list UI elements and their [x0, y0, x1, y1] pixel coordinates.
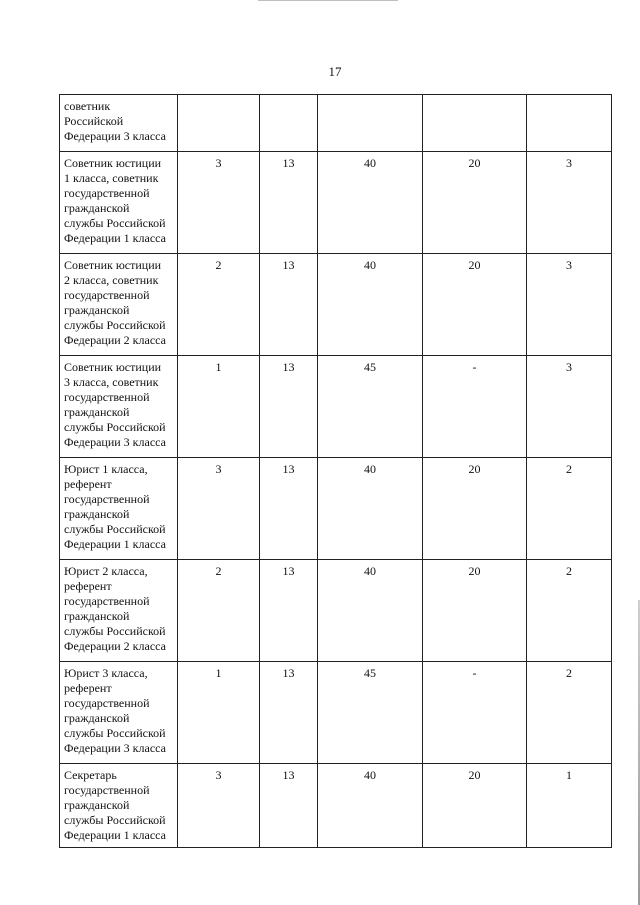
position-title-line: службы Российской: [64, 624, 166, 638]
value-cell-col4: 40: [318, 764, 423, 848]
table-row: [60, 356, 612, 458]
value-cell-col6: [527, 95, 612, 152]
position-title-line: службы Российской: [64, 420, 166, 434]
value-cell-col2: 3: [178, 764, 260, 848]
position-title-line: Советник юстиции: [64, 258, 162, 272]
table-row: [60, 662, 612, 764]
position-title-line: Юрист 3 класса,: [64, 666, 148, 680]
value-cell-col2: 3: [178, 152, 260, 254]
position-title-line: государственной: [64, 390, 150, 404]
value-cell-col4: 45: [318, 662, 423, 764]
position-title-line: Федерации 1 класса: [64, 537, 166, 551]
position-title-line: Федерации 1 класса: [64, 828, 166, 842]
position-title-line: государственной: [64, 696, 150, 710]
position-title-line: гражданской: [64, 507, 130, 521]
position-title-line: Секретарь: [64, 768, 117, 782]
position-title-line: государственной: [64, 594, 150, 608]
position-title-line: Федерации 3 класса: [64, 741, 166, 755]
position-title-line: Юрист 1 класса,: [64, 462, 148, 476]
position-title-line: государственной: [64, 288, 150, 302]
position-title-line: гражданской: [64, 201, 130, 215]
position-title-line: Федерации 2 класса: [64, 333, 166, 347]
value-cell-col3: 13: [260, 662, 318, 764]
position-title-cell: [60, 356, 178, 458]
value-cell-col4: 40: [318, 560, 423, 662]
table-row: [60, 764, 612, 848]
position-title-line: гражданской: [64, 798, 130, 812]
value-cell-col5: -: [423, 662, 527, 764]
value-cell-col5: 20: [423, 458, 527, 560]
value-cell-col6: 2: [527, 458, 612, 560]
value-cell-col5: 20: [423, 764, 527, 848]
value-cell-col6: 2: [527, 662, 612, 764]
value-cell-col3: 13: [260, 356, 318, 458]
value-cell-col3: [260, 95, 318, 152]
position-title-line: 1 класса, советник: [64, 171, 159, 185]
table-row: [60, 152, 612, 254]
value-cell-col2: [178, 95, 260, 152]
position-title-line: государственной: [64, 783, 150, 797]
position-title-line: референт: [64, 477, 112, 491]
value-cell-col5: 20: [423, 152, 527, 254]
value-cell-col2: 2: [178, 254, 260, 356]
value-cell-col6: 3: [527, 356, 612, 458]
value-cell-col4: 45: [318, 356, 423, 458]
value-cell-col6: 3: [527, 152, 612, 254]
page-number: 17: [328, 64, 342, 79]
position-title-line: Советник юстиции: [64, 156, 162, 170]
value-cell-col4: 40: [318, 458, 423, 560]
position-title-cell: [60, 458, 178, 560]
position-title-line: службы Российской: [64, 522, 166, 536]
value-cell-col4: [318, 95, 423, 152]
position-title-line: гражданской: [64, 609, 130, 623]
classification-table: [59, 94, 612, 848]
value-cell-col2: 3: [178, 458, 260, 560]
value-cell-col4: 40: [318, 152, 423, 254]
value-cell-col5: -: [423, 356, 527, 458]
position-title-cell: [60, 764, 178, 848]
position-title-line: гражданской: [64, 405, 130, 419]
value-cell-col5: 20: [423, 254, 527, 356]
position-title-line: службы Российской: [64, 318, 166, 332]
position-title-line: государственной: [64, 186, 150, 200]
value-cell-col3: 13: [260, 254, 318, 356]
value-cell-col3: 13: [260, 560, 318, 662]
table-row: [60, 254, 612, 356]
position-title-line: советник: [64, 99, 111, 113]
value-cell-col5: [423, 95, 527, 152]
position-title-cell: [60, 254, 178, 356]
table-row: [60, 458, 612, 560]
position-title-line: 3 класса, советник: [64, 375, 159, 389]
position-title-line: Федерации 3 класса: [64, 129, 166, 143]
value-cell-col2: 2: [178, 560, 260, 662]
value-cell-col6: 2: [527, 560, 612, 662]
position-title-line: Российской: [64, 114, 124, 128]
position-title-line: Федерации 3 класса: [64, 435, 166, 449]
value-cell-col6: 1: [527, 764, 612, 848]
value-cell-col2: 1: [178, 662, 260, 764]
position-title-line: гражданской: [64, 711, 130, 725]
position-title-line: государственной: [64, 492, 150, 506]
value-cell-col3: 13: [260, 764, 318, 848]
position-title-line: Юрист 2 класса,: [64, 564, 148, 578]
value-cell-col6: 3: [527, 254, 612, 356]
position-title-cell: [60, 560, 178, 662]
value-cell-col5: 20: [423, 560, 527, 662]
position-title-line: 2 класса, советник: [64, 273, 159, 287]
value-cell-col2: 1: [178, 356, 260, 458]
position-title-line: службы Российской: [64, 216, 166, 230]
value-cell-col4: 40: [318, 254, 423, 356]
position-title-line: гражданской: [64, 303, 130, 317]
position-title-line: Советник юстиции: [64, 360, 162, 374]
table-body: [60, 95, 612, 848]
position-title-line: службы Российской: [64, 726, 166, 740]
position-title-line: референт: [64, 579, 112, 593]
position-title-cell: [60, 152, 178, 254]
position-title-cell: [60, 662, 178, 764]
position-title-line: Федерации 1 класса: [64, 231, 166, 245]
position-title-line: референт: [64, 681, 112, 695]
position-title-cell: [60, 95, 178, 152]
value-cell-col3: 13: [260, 458, 318, 560]
value-cell-col3: 13: [260, 152, 318, 254]
scan-artifact-line: [258, 0, 398, 1]
table-row: [60, 95, 612, 152]
position-title-line: службы Российской: [64, 813, 166, 827]
position-title-line: Федерации 2 класса: [64, 639, 166, 653]
table-row: [60, 560, 612, 662]
